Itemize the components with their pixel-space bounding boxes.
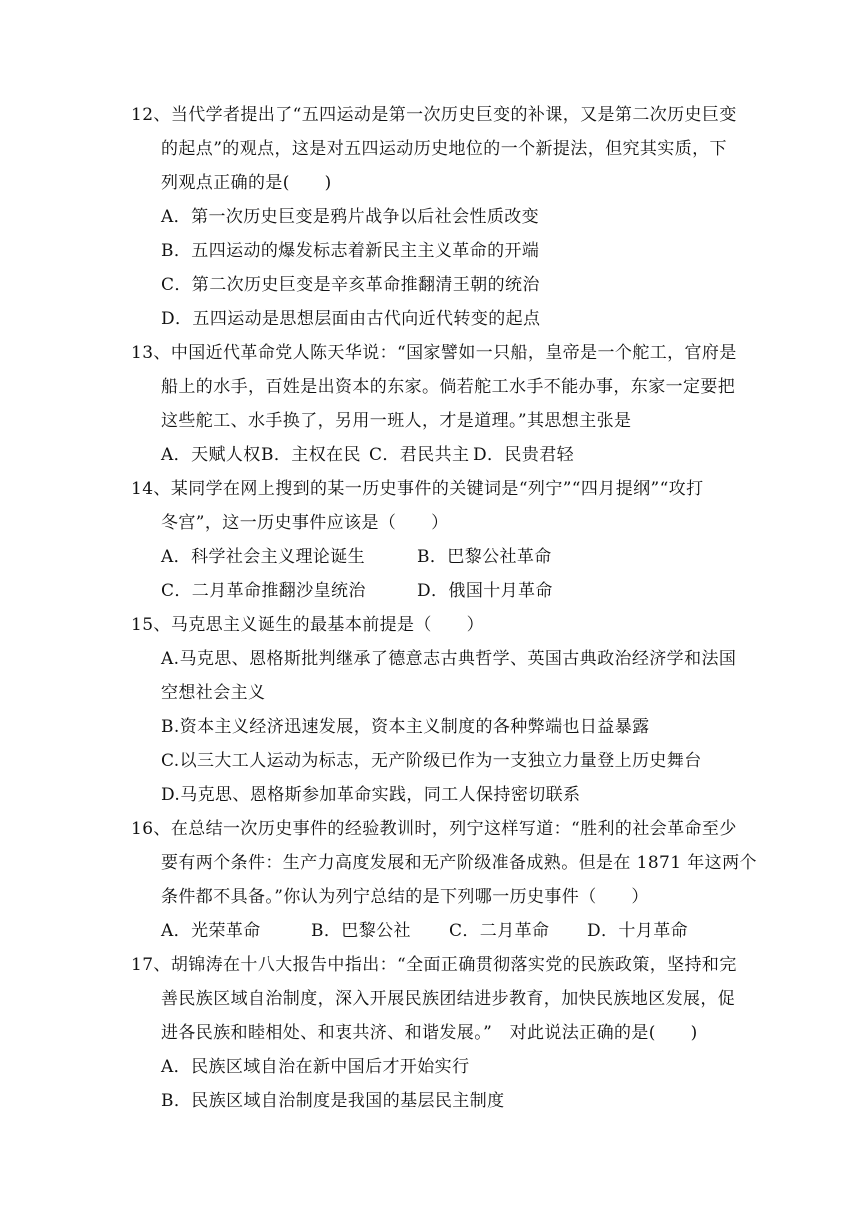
q16-stem-line-3: 条件都不具备。”你认为列宁总结的是下列哪一历史事件（ ）	[161, 887, 649, 907]
q16-stem-line-1: 16、在总结一次历史事件的经验教训时，列宁这样写道：“胜利的社会革命至少	[131, 819, 737, 839]
q16-option-b: B．巴黎公社	[311, 921, 411, 941]
q16-option-a: A．光荣革命	[161, 921, 261, 941]
q13-stem-line-3: 这些舵工、水手换了，另用一班人，才是道理。”其思想主张是	[161, 411, 632, 431]
q14-stem-line-1: 14、某同学在网上搜到的某一历史事件的关键词是“列宁”“四月提纲”“攻打	[131, 479, 704, 499]
q14-option-c: C．二月革命推翻沙皇统治	[161, 581, 366, 601]
q14-option-a: A．科学社会主义理论诞生	[161, 547, 366, 567]
q13-option-c: C．君民共主	[369, 445, 470, 465]
q12-stem-line-1: 12、当代学者提出了“五四运动是第一次历史巨变的补课，又是第二次历史巨变	[131, 105, 737, 125]
q17-stem-line-3: 进各民族和睦相处、和衷共济、和谐发展。” 对此说法正确的是( )	[161, 1023, 698, 1043]
q17-option-b: B．民族区域自治制度是我国的基层民主制度	[161, 1091, 505, 1111]
q15-stem: 15、马克思主义诞生的最基本前提是（ ）	[131, 615, 485, 635]
q12-option-b: B．五四运动的爆发标志着新民主主义革命的开端	[161, 241, 540, 261]
q15-option-a-line-1: A.马克思、恩格斯批判继承了德意志古典哲学、英国古典政治经济学和法国	[161, 649, 737, 669]
q13-option-d: D．民贵君轻	[473, 445, 575, 465]
q16-option-c: C．二月革命	[449, 921, 550, 941]
q13-option-a: A．天赋人权	[161, 445, 261, 465]
q12-option-a: A．第一次历史巨变是鸦片战争以后社会性质改变	[161, 207, 540, 227]
q16-options	[161, 914, 688, 948]
q13-options	[161, 438, 574, 472]
q14-options-row-1	[161, 540, 552, 574]
q17-stem-line-1: 17、胡锦涛在十八大报告中指出：“全面正确贯彻落实党的民族政策，坚持和完	[131, 955, 737, 975]
q12-stem-line-2: 的起点”的观点，这是对五四运动历史地位的一个新提法，但究其实质，下	[161, 139, 727, 159]
q13-option-b: B．主权在民	[261, 445, 361, 465]
q15-option-d: D.马克思、恩格斯参加革命实践，同工人保持密切联系	[161, 785, 581, 805]
q17-stem-line-2: 善民族区域自治制度，深入开展民族团结进步教育，加快民族地区发展，促	[161, 989, 736, 1009]
q13-stem-line-1: 13、中国近代革命党人陈天华说：“国家譬如一只船，皇帝是一个舵工，官府是	[131, 343, 737, 363]
q15-option-c: C.以三大工人运动为标志，无产阶级已作为一支独立力量登上历史舞台	[161, 751, 702, 771]
q14-option-b: B．巴黎公社革命	[417, 547, 552, 567]
q12-option-c: C．第二次历史巨变是辛亥革命推翻清王朝的统治	[161, 275, 540, 295]
q12-option-d: D．五四运动是思想层面由古代向近代转变的起点	[161, 309, 541, 329]
q16-stem-line-2: 要有两个条件：生产力高度发展和无产阶级准备成熟。但是在 1871 年这两个	[161, 853, 757, 873]
q12-stem-line-3: 列观点正确的是( )	[161, 173, 332, 193]
q13-stem-line-2: 船上的水手，百姓是出资本的东家。倘若舵工水手不能办事，东家一定要把	[161, 377, 736, 397]
q16-option-d: D．十月革命	[587, 921, 689, 941]
q15-option-b: B.资本主义经济迅速发展，资本主义制度的各种弊端也日益暴露	[161, 717, 650, 737]
q17-option-a: A．民族区域自治在新中国后才开始实行	[161, 1057, 470, 1077]
q14-stem-line-2: 冬宫”，这一历史事件应该是（ ）	[161, 513, 449, 533]
q14-options-row-2	[161, 574, 553, 608]
q15-option-a-line-2: 空想社会主义	[161, 683, 266, 703]
q14-option-d: D．俄国十月革命	[417, 581, 553, 601]
